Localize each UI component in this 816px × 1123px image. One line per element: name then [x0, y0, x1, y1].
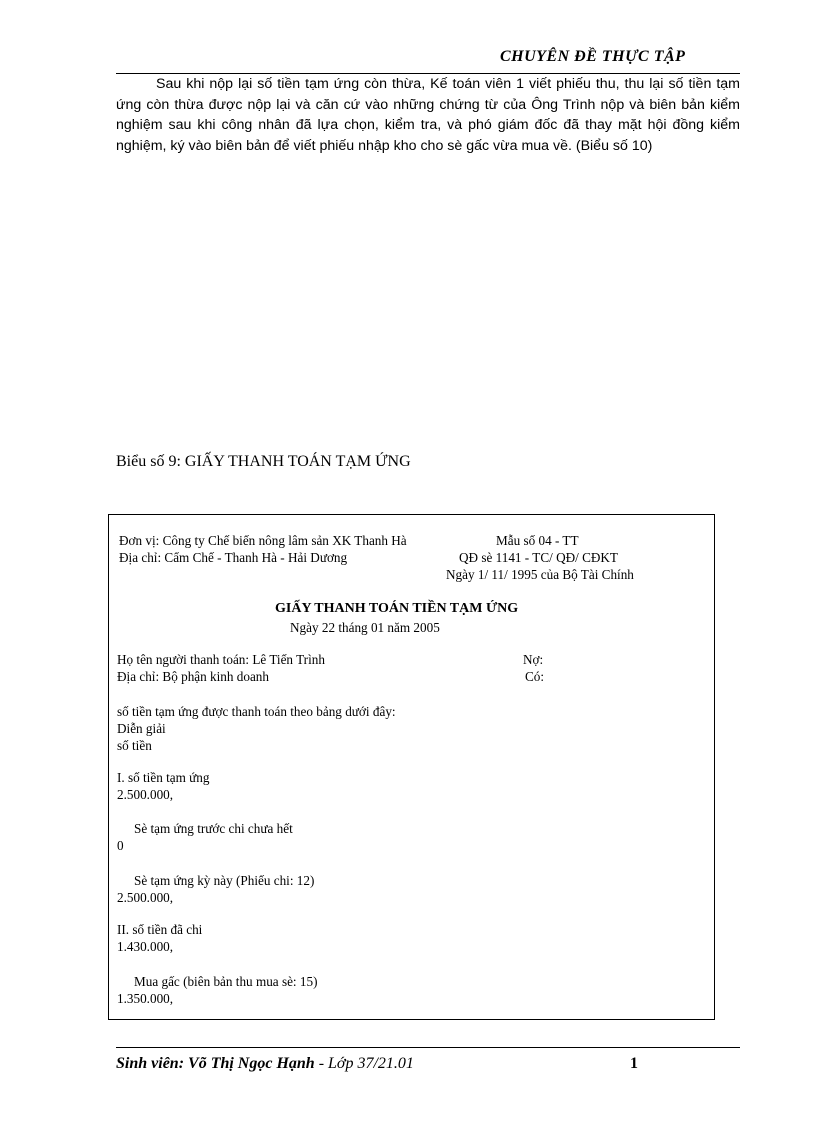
figure-caption: Biểu số 9: GIẤY THANH TOÁN TẠM ỨNG [116, 453, 411, 470]
item-amount: 1.350.000, [117, 991, 174, 1006]
intro-paragraph: Sau khi nộp lại số tiền tạm ứng còn thừa, Kế toán viên 1 viết phiếu thu, thu lại số tiền tạm ứng còn thừa được nộp lại và căn cứ vào những chứng từ của Ông Trình nộp và biên bản kiểm nghiệm sau khi công nhân đã lựa chọn, kiểm tra, và phó giám đốc đã thay mặt hội đồng kiểm nghiệm, ký vào biên bản để viết phiếu nhập kho cho sè gấc vừa mua về. (Biểu số 10) [116, 76, 740, 154]
form-unit: Đơn vị: Công ty Chế biến nông lâm sản XK Thanh Hà [119, 533, 407, 548]
form-decision-date: Ngày 1/ 11/ 1995 của Bộ Tài Chính [446, 567, 634, 582]
footer-student [116, 1055, 414, 1073]
form-address: Địa chỉ: Cẩm Chế - Thanh Hà - Hải Dương [119, 550, 348, 565]
form-payer: Họ tên người thanh toán: Lê Tiến Trình [117, 652, 325, 667]
item-label: Sè tạm ứng trước chi chưa hết [134, 821, 293, 836]
document-header-title: CHUYÊN ĐỀ THỰC TẬP [500, 48, 686, 65]
form-col-amount: số tiền [117, 738, 152, 753]
form-col-description: Diễn giải [117, 721, 166, 736]
footer-class: - Lớp 37/21.01 [314, 1055, 414, 1072]
item-label: II. số tiền đã chi [117, 922, 203, 937]
footer-student-name: Sinh viên: Võ Thị Ngọc Hạnh [116, 1055, 315, 1072]
item-label: Sè tạm ứng kỳ này (Phiếu chi: 12) [134, 873, 315, 888]
form-payer-address: Địa chỉ: Bộ phận kinh doanh [117, 669, 269, 684]
item-amount: 1.430.000, [117, 939, 174, 954]
payment-form [108, 514, 715, 1020]
item-amount: 2.500.000, [117, 890, 174, 905]
form-debit: Nợ: [523, 652, 544, 667]
page-number: 1 [630, 1055, 638, 1072]
item-amount: 0 [117, 838, 124, 853]
form-date: Ngày 22 tháng 01 năm 2005 [290, 620, 440, 635]
form-credit: Có: [525, 669, 545, 684]
form-template-no: Mẫu số 04 - TT [496, 533, 579, 548]
item-label: I. số tiền tạm ứng [117, 770, 210, 785]
form-title: GIẤY THANH TOÁN TIỀN TẠM ỨNG [275, 601, 519, 616]
form-decision: QĐ sè 1141 - TC/ QĐ/ CĐKT [459, 550, 618, 565]
form-intro-line: số tiền tạm ứng được thanh toán theo bảng dưới đây: [117, 704, 396, 719]
item-label: Mua gấc (biên bản thu mua sè: 15) [134, 974, 318, 989]
footer-rule [116, 1047, 740, 1048]
item-amount: 2.500.000, [117, 787, 174, 802]
